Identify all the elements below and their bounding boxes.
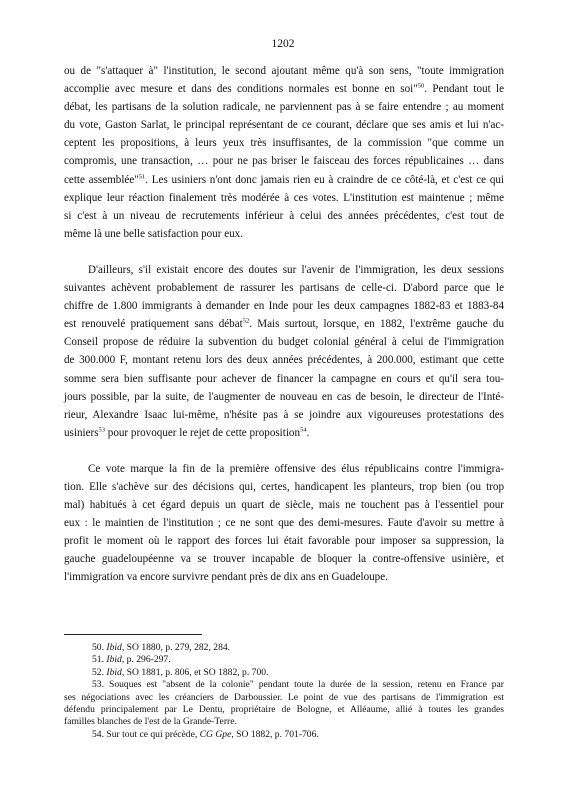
footnote-marker[interactable]: 54 xyxy=(300,426,307,434)
footnotes xyxy=(64,642,504,741)
text-line: tion. Elle s'achève sur des décisions qui, certes, handicapent les planteurs, trop bien (ou trop xyxy=(64,480,504,493)
text-line: jours possible, par la suite, de l'augmenter de nouveau en cas de besoin, le directeur de l'Inté- xyxy=(64,390,504,403)
paragraph-gap xyxy=(64,243,504,261)
body-text xyxy=(64,62,504,587)
footnote xyxy=(64,679,504,729)
text-line: profit le moment où le rapport des forces lui était favorable pour imposer sa suppression, la xyxy=(64,535,504,548)
text-line: suivantes achèvent probablement de rassurer les partisans de celle-ci. D'abord parce que le xyxy=(64,282,504,295)
page-number: 1202 xyxy=(271,38,295,50)
footnote-line: 53. Souques est "absent de la colonie" pendant toute la durée de la session, retenu en France par xyxy=(92,679,504,691)
footnote-source: Ibid xyxy=(106,666,122,678)
text-line: si c'est à un niveau de recrutements inférieur à celui des années précédentes, c'est tout de xyxy=(64,209,504,222)
text-line: Conseil propose de réduire la subvention du budget colonial général à celui de l'immigration xyxy=(64,336,504,349)
text-line: usiniers$^{53}$ pour provoquer le rejet de cette proposition$^{54}$. xyxy=(64,426,310,439)
text-line: l'immigration va encore survivre pendant près de dix ans en Guadeloupe. xyxy=(64,571,388,584)
text-line: accomplie avec mesure et dans des conditions normales est bonne en soi"$^{50}$. Pendant tout le xyxy=(64,82,504,96)
footnote-source: Ibid xyxy=(106,654,122,666)
paragraph xyxy=(64,460,504,587)
paragraph-gap xyxy=(64,442,504,460)
text-line: chiffre de 1.800 immigrants à demander en Inde pour les deux campagnes 1882-83 et 1883-84 xyxy=(64,300,504,313)
text-line: Ce vote marque la fin de la première offensive des élus républicains contre l'immigra- xyxy=(88,462,504,475)
text-line: ceptent les propositions, à leurs yeux très insuffisantes, de la commission "que comme un xyxy=(64,137,504,150)
paragraph xyxy=(64,261,504,442)
text-line: rieur, Alexandre Isaac lui-même, n'hésite pas à se joindre aux vigoureuses protestations des xyxy=(64,408,504,421)
footnote-separator xyxy=(64,634,202,635)
footnote-marker[interactable]: 51 xyxy=(138,172,146,180)
text-line: du vote, Gaston Sarlat, le principal représentant de ce courant, déclare que ses amis et lui n'ac- xyxy=(64,119,504,132)
footnote-number: 51. xyxy=(92,654,107,666)
text-line: de 300.000 F, montant retenu lors des deux années précédentes, à 200.000, estimant que cette xyxy=(64,354,504,367)
text-line: gauche guadeloupéenne va se trouver incapable de bloquer la contre-offensive usinière, et xyxy=(64,553,504,566)
text-line: débat, les partisans de la solution radicale, ne parviennent pas à se faire entendre ; au moment xyxy=(64,101,504,114)
text-line: compromis, une transaction, … pour ne pas briser le faisceau des forces républicaines … dans xyxy=(64,155,504,168)
footnote: 50. Ibid, SO 1880, p. 279, 282, 284. xyxy=(92,642,231,653)
footnote-marker[interactable]: 52 xyxy=(242,317,250,325)
footnote-line: ses négociations avec les créanciers de Darboussier. Le point de vue des partisans de l'immigration est xyxy=(64,691,504,703)
footnote-source: CG Gpe xyxy=(199,728,232,740)
footnote-marker[interactable]: 53 xyxy=(98,426,106,434)
text-line: est renouvelé pratiquement sans débat$^{52}$. Mais surtout, lorsque, en 1882, l'extrême gauche du xyxy=(64,317,504,331)
text-line: eux : le maintien de l'institution ; ce ne sont que des demi-mesures. Faute d'avoir su mettre à xyxy=(64,517,504,530)
footnote-marker[interactable]: 50 xyxy=(417,82,425,90)
footnote-line: défendu principalement par Le Dentu, propriétaire de Bologne, et Alléaume, allié à toutes les grandes xyxy=(64,704,504,716)
footnote-source: Ibid xyxy=(106,642,122,653)
paragraph xyxy=(64,62,504,243)
footnote-number: 50. xyxy=(92,642,107,653)
text-line: D'ailleurs, s'il existait encore des doutes sur l'avenir de l'immigration, les deux sessions xyxy=(88,263,504,276)
text-line: mal) habitués à cet égard depuis un quart de siècle, mais ne touchent pas à l'essentiel pour xyxy=(64,499,504,512)
footnote: 54. Sur tout ce qui précède, CG Gpe, SO 1882, p. 701-706. xyxy=(92,728,319,740)
footnote: 51. Ibid, p. 296-297. xyxy=(92,654,171,666)
footnote-line: familles blanches de l'est de la Grande-Terre. xyxy=(64,716,237,728)
footnote-number: 54. xyxy=(92,728,107,740)
footnote: 52. Ibid, SO 1881, p. 806, et SO 1882, p. 700. xyxy=(92,666,269,678)
text-line: somme sera bien suffisante pour achever de financer la campagne en cours et qu'il sera tou- xyxy=(64,372,504,385)
text-line: même là une belle satisfaction pour eux. xyxy=(64,227,243,240)
text-line: explique leur réaction finalement très modérée à ces votes. L'institution est maintenue ; même xyxy=(64,191,504,204)
text-line: ou de "s'attaquer à" l'institution, le second ajoutant même qu'à son sens, "toute immigration xyxy=(64,65,504,77)
text-line: cette assemblée"$^{51}$. Les usiniers n'ont donc jamais rien eu à craindre de ce côté-là, et c'est ce qui xyxy=(64,172,504,186)
footnote-number: 52. xyxy=(92,666,107,678)
